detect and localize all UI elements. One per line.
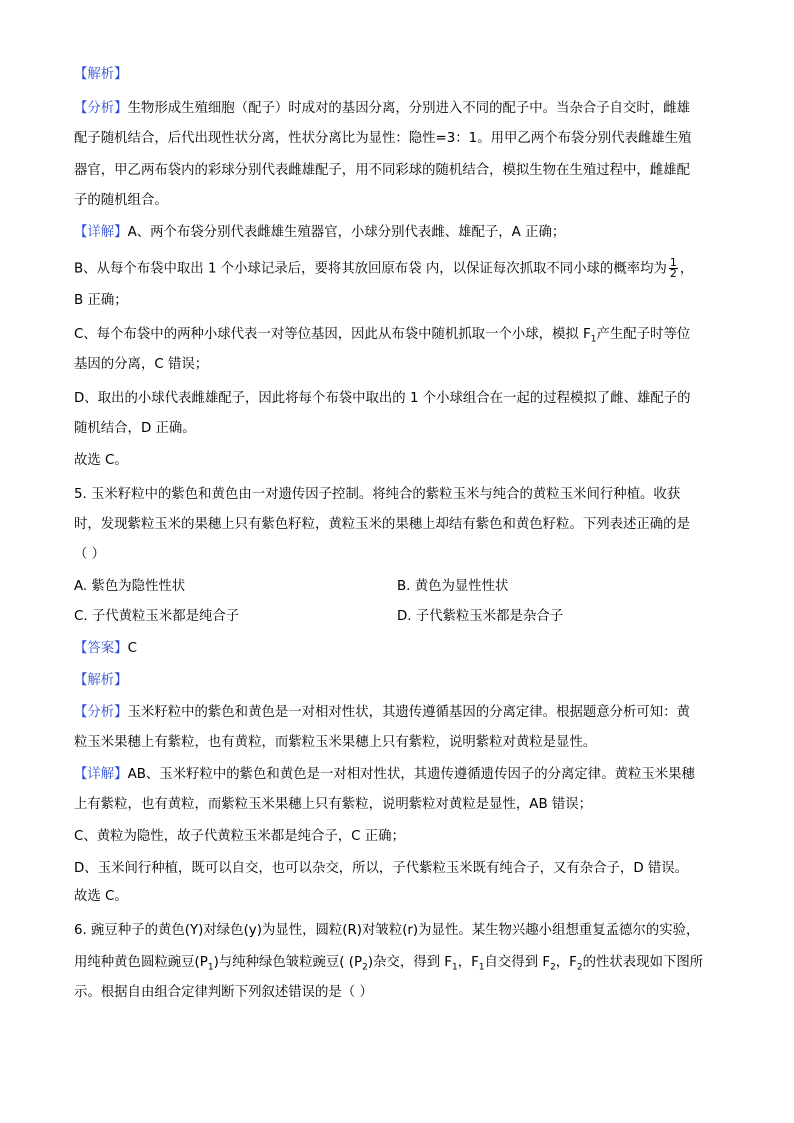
answer-value: C — [127, 641, 137, 656]
option-d-explanation: D、玉米间行种植，既可以自交，也可以杂交，所以，子代紫粒玉米既有纯合子，又有杂合子，D 错误。 — [74, 861, 689, 876]
conclusion: 故选 C。 — [74, 453, 128, 468]
fenxi-tag: 【分析】 — [74, 101, 128, 116]
fraction-denominator: 2 — [669, 267, 677, 280]
option-c-explanation-cont: 基因的分离，C 错误； — [74, 357, 209, 372]
subscript: 1 — [478, 962, 485, 973]
subscript: 1 — [590, 334, 597, 345]
xiangjie-line: 上有紫粒，也有黄粒，而紫粒玉米果穗上只有紫粒，说明紫粒对黄粒是显性，AB 错误； — [74, 797, 593, 812]
subscript: 2 — [576, 962, 583, 973]
subscript: 1 — [207, 962, 214, 973]
fenxi-line: 器官，甲乙两布袋内的彩球分别代表雌雄配子，用不同彩球的随机结合，模拟生物在生殖过程中，雌雄配 — [74, 163, 690, 178]
stem-text: 的性状表现如下图所 — [582, 955, 704, 970]
option-c-text: C、每个布袋中的两种小球代表一对等位基因，因此从布袋中随机抓取一个小球，模拟 F — [74, 327, 591, 342]
jiexi-heading: 【解析】 — [74, 67, 128, 82]
question-6-stem: 示。根据自由组合定律判断下列叙述错误的是（ ） — [74, 985, 373, 1000]
answer-tag: 【答案】 — [74, 641, 128, 656]
option-d-explanation: D、取出的小球代表雌雄配子，因此将每个布袋中取出的 1 个小球组合在一起的过程模拟了雌、雄配子的 — [74, 391, 691, 406]
stem-text: ，F — [555, 955, 577, 970]
fenxi-text: 玉米籽粒中的紫色和黄色是一对相对性状，其遗传遵循基因的分离定律。根据题意分析可知：黄 — [127, 705, 690, 720]
question-5-stem: 时，发现紫粒玉米的果穗上只有紫色籽粒，黄粒玉米的果穗上却结有紫色和黄色籽粒。下列表述正确的是 — [74, 517, 690, 532]
option-d: D. 子代紫粒玉米都是杂合子 — [397, 609, 564, 624]
jiexi-heading: 【解析】 — [74, 673, 128, 688]
option-c-explanation — [74, 326, 724, 349]
fraction-numerator: 1 — [669, 256, 677, 269]
fenxi-line — [74, 704, 724, 722]
option-d-explanation-cont: 随机结合，D 正确。 — [74, 421, 196, 436]
question-6-stem: 6. 豌豆种子的黄色(Y)对绿色(y)为显性，圆粒(R)对皱粒(r)为显性。某生物兴趣小组想重复孟德尔的实验， — [74, 923, 700, 938]
option-b-explanation — [74, 258, 724, 279]
option-b-text: B、从每个布袋中取出 1 个小球记录后，要将其放回原布袋 内，以保证每次抓取不同小球的概率均为 — [74, 261, 667, 277]
subscript: 2 — [362, 962, 368, 973]
subscript: 2 — [550, 962, 556, 973]
stem-text: 用纯种黄色圆粒豌豆(P — [74, 955, 208, 970]
subscript: 1 — [451, 962, 458, 973]
answer-line — [74, 640, 724, 658]
option-b-explanation-cont: B 正确； — [74, 293, 128, 308]
xiangjie-line — [74, 766, 724, 784]
option-c-explanation: C、黄粒为隐性，故子代黄粒玉米都是纯合子，C 正确； — [74, 829, 405, 844]
fraction-one-half — [669, 258, 678, 279]
option-c: C. 子代黄粒玉米都是纯合子 — [74, 609, 240, 624]
option-b: B. 黄色为显性性状 — [397, 579, 509, 594]
fenxi-line: 子的随机组合。 — [74, 193, 168, 208]
xiangjie-text: AB、玉米籽粒中的紫色和黄色是一对相对性状，其遗传遵循遗传因子的分离定律。黄粒玉米果穗 — [127, 767, 695, 782]
stem-text: )杂交，得到 F — [367, 955, 452, 970]
stem-text: )与纯种绿色皱粒豌豆( (P — [213, 955, 363, 970]
conclusion: 故选 C。 — [74, 889, 128, 904]
fenxi-line — [74, 100, 724, 118]
stem-text: 自交得到 F — [484, 955, 551, 970]
question-5-stem: （ ） — [74, 547, 106, 562]
fenxi-line: 粒玉米果穗上有紫粒，也有黄粒，而紫粒玉米果穗上只有紫粒，说明紫粒对黄粒是显性。 — [74, 735, 597, 750]
fenxi-tag: 【分析】 — [74, 705, 128, 720]
xiangjie-tag: 【详解】 — [74, 225, 128, 240]
xiangjie-line — [74, 224, 724, 242]
option-b-text-end: ， — [679, 261, 694, 277]
xiangjie-text: A、两个布袋分别代表雌雄生殖器官，小球分别代表雌、雄配子，A 正确； — [127, 225, 566, 240]
question-6-stem — [74, 954, 724, 977]
xiangjie-tag: 【详解】 — [74, 767, 128, 782]
stem-text: ，F — [457, 955, 479, 970]
fenxi-line: 配子随机结合，后代出现性状分离，性状分离比为显性：隐性=3：1。用甲乙两个布袋分别代表雌雄生殖 — [74, 131, 692, 146]
option-c-text-cont: 产生配子时等位 — [596, 327, 691, 342]
question-5-stem: 5. 玉米籽粒中的紫色和黄色由一对遗传因子控制。将纯合的紫粒玉米与纯合的黄粒玉米间行种植。收获 — [74, 487, 681, 502]
fenxi-text: 生物形成生殖细胞（配子）时成对的基因分离，分别进入不同的配子中。当杂合子自交时，雌雄 — [127, 101, 690, 116]
option-a: A. 紫色为隐性性状 — [74, 579, 186, 594]
